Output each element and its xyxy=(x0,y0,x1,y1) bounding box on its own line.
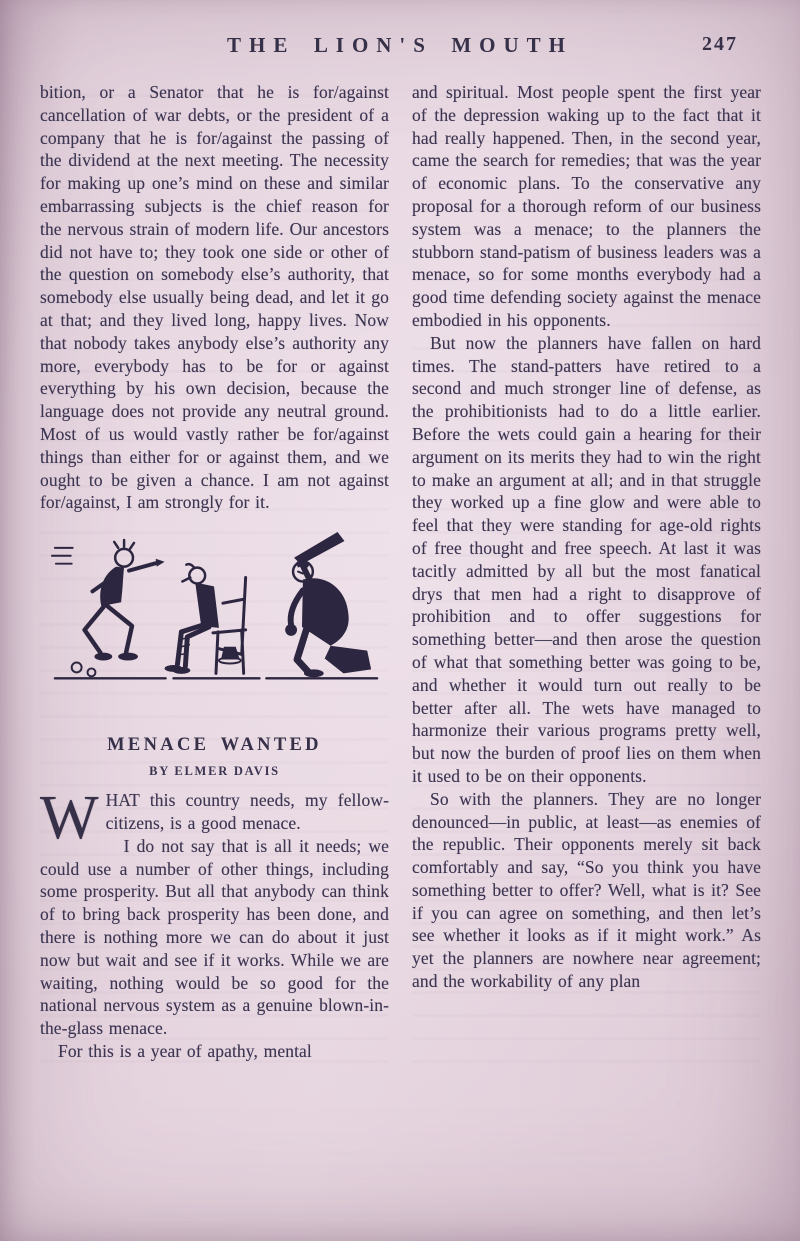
left-column xyxy=(40,81,389,1063)
opening-text: HAT this country needs, my fellow-citizens, is a good menace. xyxy=(105,790,389,833)
paragraph-continuation: and spiritual. Most people spent the first year of the depression waking up to the fact that it had really happened. Then, in the second year, came the search for remedies; that was the year of economic plans. To the conservative any proposal for a thorough reform of our business system was a menace; to the planners the stubborn stand-patism of business leaders was a menace, so for some months everybody had a good time defending society against the menace embodied in his opponents. xyxy=(412,82,761,330)
paragraph: But now the planners have fallen on hard times. The stand-patters have retired to a second and much stronger line of defense, as the prohibitionists had to do a little earlier. Before the wets could gain a hearing for their argument on its merits they had to win the right to make an argument at all; and in that struggle they worked up a fine glow and were able to feel that they were standing for age-old rights of free thought and free speech. At last it was tacitly admitted by all but the most fanatical drys that men had a right to disapprove of prohibition and to offer suggestions for something better—and then arose the question of what that something better was going to be, and whether it would turn out really to be better after all. The wets have managed to harmonize their various programs pretty well, but now the burden of proof lies on them when it used to be on their opponents. xyxy=(412,332,761,786)
cartoon-runner-figure xyxy=(51,540,165,678)
continuation-paragraph: bition, or a Senator that he is for/against cancellation of war debts, or the president of a company that he is for/against the passing of the dividend at the next meeting. The necessity for making up one’s mind on these and similar embarrassing subjects is the chief reason for the nervous strain of modern life. Our ancestors did not have to; they took one side or other of the question on somebody else’s authority, that somebody else usually being dead, and let it go at that; and they lived long, happy lives. Now that nobody takes anybody else’s authority any more, everybody has to be for or against everything by his own decision, because the language does not provide any neutral ground. Most of us would vastly rather be for/against things than either for or against them, and we ought to be given a chance. I am not against for/against, I am strongly for it. xyxy=(40,82,389,513)
article-paragraph-partial: For this is a year of apathy, mental xyxy=(58,1040,312,1061)
cartoon-illustration xyxy=(40,528,389,719)
drop-cap: W xyxy=(40,784,99,853)
article-title: MENACE WANTED xyxy=(107,735,322,756)
cartoon-seated-man-figure xyxy=(164,564,259,678)
page-title: THE LION'S MOUTH xyxy=(227,33,573,57)
cartoon-three-men-drawing xyxy=(47,528,383,714)
two-column-layout xyxy=(0,67,800,1063)
article-byline: BY ELMER DAVIS xyxy=(149,764,280,779)
right-column xyxy=(412,81,761,1063)
running-head xyxy=(0,0,800,67)
article-opening-paragraph xyxy=(40,784,389,853)
paragraph-partial: So with the planners. They are no longer denounced—in public, at least—as enemies of the republic. Their opponents merely sit back comfortably and say, “So you think you have something better to offer? Well, what is it? See if you can agree on something, and then let’s see whether it looks as if it might work.” As yet the planners are nowhere near agreement; and the workability of any plan xyxy=(412,788,761,992)
cartoon-clubman-figure xyxy=(266,532,377,678)
page-number: 247 xyxy=(702,33,738,55)
article-paragraph: I do not say that is all it needs; we could use a number of other things, including some prosperity. But all that anybody can think of to bring back prosperity has been done, and there is nothing more we can do about it just now but wait and see if it works. While we are waiting, nothing would be so good for the national nervous system as a genuine blown-in-the-glass menace. xyxy=(40,835,389,1039)
